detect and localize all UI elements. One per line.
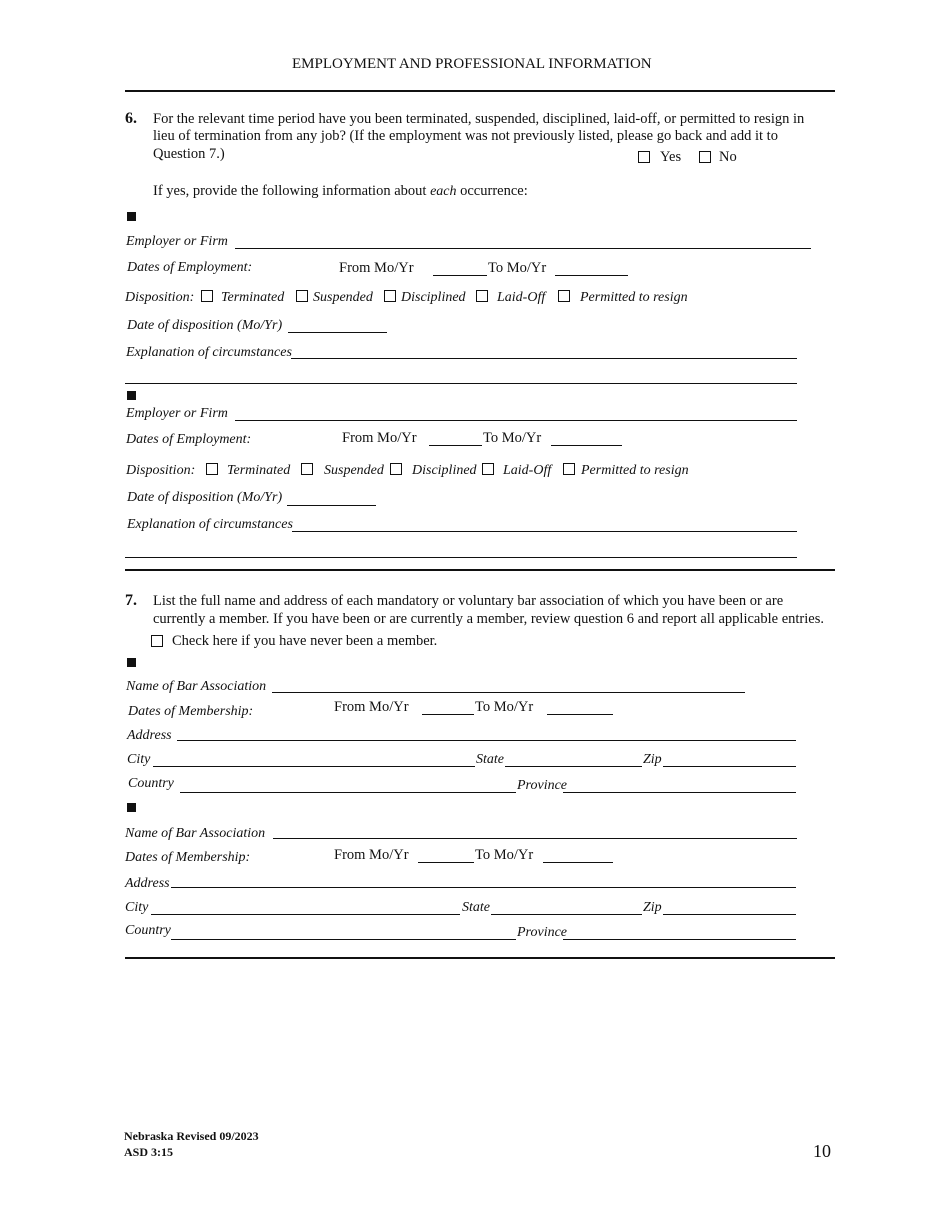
country-label: Country [128,776,174,791]
no-label: No [719,149,737,165]
country-input[interactable] [181,775,514,791]
date-of-disposition-line [288,332,387,333]
from-mo-yr-input[interactable] [433,258,487,274]
occurrence-1-bullet [127,212,136,221]
disciplined-label: Disciplined [401,290,466,305]
province-label: Province [517,778,568,793]
no-checkbox[interactable] [699,151,711,163]
never-member-label: Check here if you have never been a member. [172,633,438,649]
country-label: Country [125,923,171,938]
explanation-input-2[interactable] [126,366,794,382]
page-title: EMPLOYMENT AND PROFESSIONAL INFORMATION [292,56,652,72]
question-6-text-line3: Question 7.) [153,146,225,162]
footer-revision: Nebraska Revised 09/2023 [124,1129,259,1143]
from-mo-yr-input[interactable] [429,428,482,444]
disposition-label: Disposition: [125,290,195,305]
explanation-input-1[interactable] [293,514,794,530]
country-line [171,939,516,940]
date-of-disposition-label: Date of disposition (Mo/Yr) [127,490,283,505]
bar-association-name-input[interactable] [273,675,743,691]
explanation-input-2[interactable] [126,540,794,556]
explanation-line-1 [291,358,797,359]
section-divider [125,569,835,571]
to-mo-yr-input[interactable] [544,845,611,861]
laid-off-label: Laid-Off [497,290,546,305]
bar-association-name-label: Name of Bar Association [126,679,267,694]
dates-of-employment-label: Dates of Employment: [127,260,253,275]
to-mo-yr-line [543,862,613,863]
yes-label: Yes [660,149,682,165]
state-input[interactable] [506,749,640,765]
bar-association-name-input[interactable] [274,821,795,837]
from-mo-yr-label: From Mo/Yr [342,430,417,446]
to-mo-yr-input[interactable] [548,697,611,713]
province-line [563,939,796,940]
zip-input[interactable] [664,897,794,913]
province-input[interactable] [564,922,794,938]
to-mo-yr-line [555,275,628,276]
suspended-checkbox[interactable] [301,463,313,475]
state-input[interactable] [492,897,640,913]
question-7-text-line1: List the full name and address of each mandatory or voluntary bar association of which you have been or are [153,593,784,609]
from-mo-yr-line [433,275,487,276]
bar-entry-1-bullet [127,658,136,667]
state-line [491,914,642,915]
province-line [563,792,796,793]
suspended-checkbox[interactable] [296,290,308,302]
employer-line [235,248,811,249]
permitted-to-resign-label: Permitted to resign [581,463,689,478]
to-mo-yr-input[interactable] [556,258,626,274]
disposition-label: Disposition: [126,463,196,478]
suspended-label: Suspended [313,290,373,305]
dates-of-membership-label: Dates of Membership: [125,850,251,865]
country-line [180,792,516,793]
permitted-to-resign-checkbox[interactable] [558,290,570,302]
address-line [177,740,796,741]
zip-line [663,914,796,915]
terminated-checkbox[interactable] [201,290,213,302]
city-line [153,766,475,767]
zip-input[interactable] [664,749,794,765]
province-label: Province [517,925,568,940]
occurrence-2-bullet [127,391,136,400]
from-mo-yr-line [418,862,474,863]
if-yes-instruction [153,183,528,200]
date-of-disposition-label: Date of disposition (Mo/Yr) [127,318,283,333]
address-label: Address [125,876,170,891]
date-of-disposition-input[interactable] [288,488,374,504]
if-yes-suffix: occurrence: [460,183,528,199]
city-label: City [125,900,149,915]
city-label: City [127,752,151,767]
from-mo-yr-input[interactable] [422,697,474,713]
explanation-input-1[interactable] [292,341,794,357]
terminated-label: Terminated [227,463,291,478]
zip-line [663,766,796,767]
province-input[interactable] [564,775,794,791]
to-mo-yr-label: To Mo/Yr [483,430,542,446]
country-input[interactable] [172,922,514,938]
terminated-label: Terminated [221,290,285,305]
suspended-label: Suspended [324,463,384,478]
question-6-number: 6. [125,110,137,127]
date-of-disposition-input[interactable] [289,315,385,331]
from-mo-yr-label: From Mo/Yr [339,260,414,276]
to-mo-yr-label: To Mo/Yr [488,260,547,276]
explanation-line-2 [125,383,797,384]
state-label: State [462,900,490,915]
question-7-text-line2: currently a member. If you have been or are currently a member, review question 6 and report all applicable entries. [153,611,824,627]
permitted-to-resign-checkbox[interactable] [563,463,575,475]
question-7-number: 7. [125,592,137,609]
disciplined-label: Disciplined [412,463,477,478]
city-input[interactable] [152,897,458,913]
dates-of-membership-label: Dates of Membership: [128,704,254,719]
zip-label: Zip [643,752,662,767]
never-member-checkbox[interactable] [151,635,163,647]
city-line [151,914,460,915]
employer-input[interactable] [237,403,795,419]
address-input[interactable] [178,723,793,739]
disciplined-checkbox[interactable] [390,463,402,475]
laid-off-checkbox[interactable] [482,463,494,475]
employer-line [235,420,797,421]
from-mo-yr-label: From Mo/Yr [334,699,409,715]
from-mo-yr-label: From Mo/Yr [334,847,409,863]
laid-off-checkbox[interactable] [476,290,488,302]
permitted-to-resign-label: Permitted to resign [580,290,688,305]
zip-label: Zip [643,900,662,915]
state-line [505,766,642,767]
to-mo-yr-input[interactable] [552,428,620,444]
to-mo-yr-label: To Mo/Yr [475,847,534,863]
bar-entry-2-bullet [127,803,136,812]
employer-label: Employer or Firm [126,234,228,249]
address-line [171,887,796,888]
yes-checkbox[interactable] [638,151,650,163]
employer-label: Employer or Firm [126,406,228,421]
explanation-line-1 [292,531,797,532]
address-label: Address [127,728,172,743]
terminated-checkbox[interactable] [206,463,218,475]
section-end-rule [125,957,835,959]
question-6-text-line2: lieu of termination from any job? (If the employment was not previously listed, please go back and add it to [153,128,778,144]
to-mo-yr-label: To Mo/Yr [475,699,534,715]
footer-code: ASD 3:15 [124,1145,174,1159]
employer-input[interactable] [237,231,807,247]
disciplined-checkbox[interactable] [384,290,396,302]
from-mo-yr-line [429,445,482,446]
city-input[interactable] [154,749,473,765]
bar-association-name-label: Name of Bar Association [125,826,266,841]
address-input[interactable] [176,870,794,886]
dates-of-employment-label: Dates of Employment: [126,432,252,447]
question-6-text-line1: For the relevant time period have you been terminated, suspended, disciplined, laid-off, or permitted to resign in [153,111,805,127]
bar-association-name-line [273,838,797,839]
if-yes-each: each [430,184,457,199]
if-yes-prefix: If yes, provide the following information about [153,183,427,199]
explanation-line-2 [125,557,797,558]
date-of-disposition-line [287,505,376,506]
explanation-label: Explanation of circumstances [127,517,293,532]
from-mo-yr-input[interactable] [418,845,474,861]
from-mo-yr-line [422,714,474,715]
header-rule [125,90,835,92]
bar-association-name-line [272,692,745,693]
page-number: 10 [813,1141,831,1161]
state-label: State [476,752,504,767]
explanation-label: Explanation of circumstances [126,345,292,360]
to-mo-yr-line [551,445,622,446]
to-mo-yr-line [547,714,613,715]
laid-off-label: Laid-Off [503,463,552,478]
